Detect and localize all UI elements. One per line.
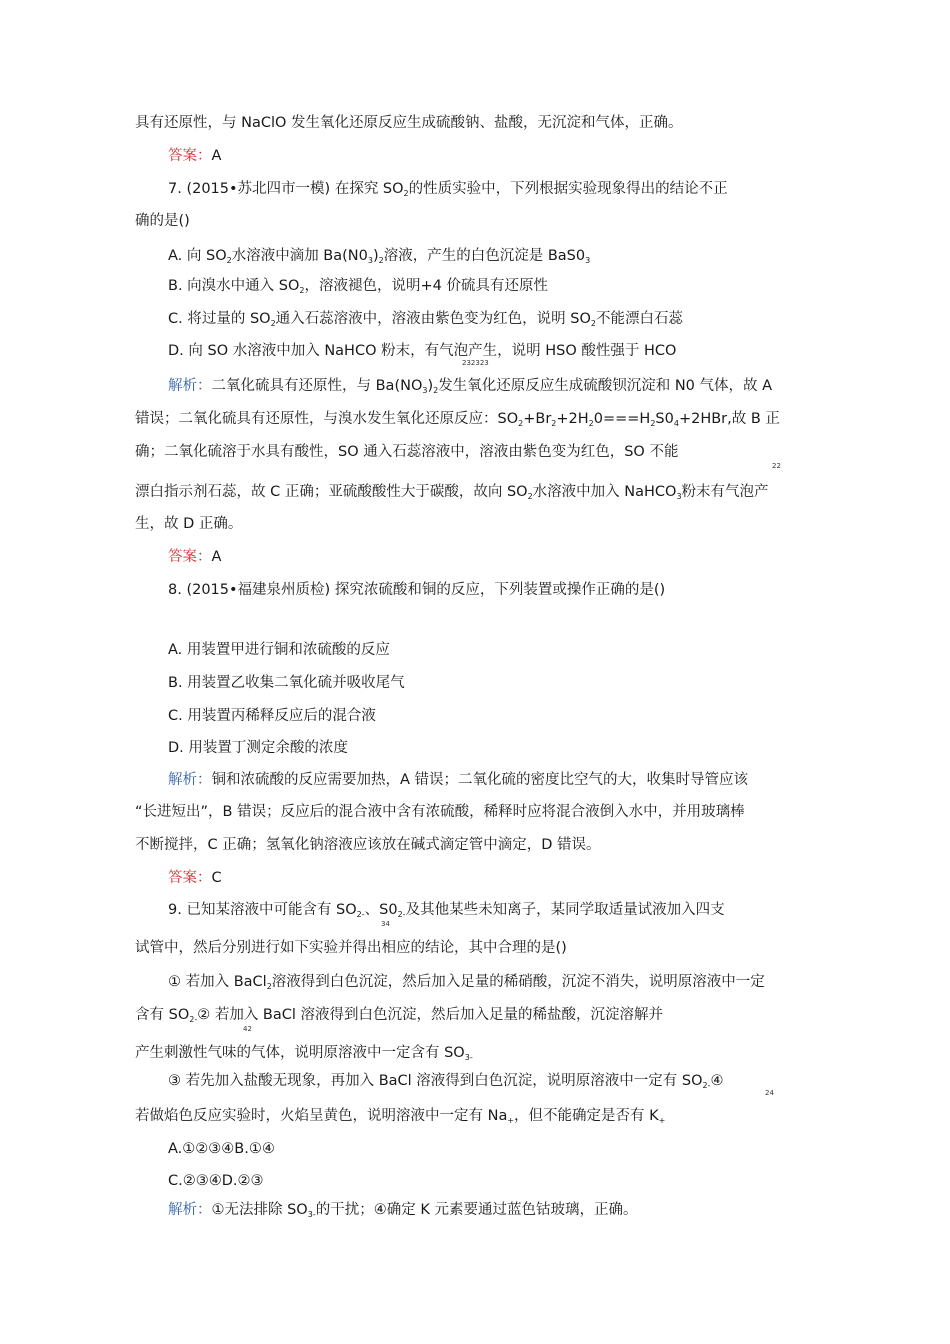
analysis-9: 解析：①无法排除 $SO_{3-}$的干扰；④确定 K 元素要通过蓝色钴玻璃，正确。 [168,1202,638,1219]
choices-ab: A.①②③④B.①④ [168,1141,275,1157]
option-8b: B. 用装置乙收集二氧化硫并吸收尾气 [168,675,405,691]
analysis-7-line4: 漂白指示剂石蕊，故 C 正确；亚硫酸酸性大于碳酸，故向 $SO_2$水溶液中加入 NaHCO$_3$粉末有气泡产 [135,484,769,501]
statement-1: ① 若加入 BaCl$_2$溶液得到白色沉淀，然后加入足量的稀硝酸，沉淀不消失，说明原溶液中一定 [168,974,765,991]
option-7d: D. 向 SO 水溶液中加入 NaHCO 粉末，有气泡产生，说明 HSO 酸性强于 HCO [168,343,677,359]
subscript-note: 34 [381,920,390,928]
analysis-7-line5: 生，故 D 正确。 [135,516,243,532]
question-9-line1: 9. 已知某溶液中可能含有 $SO_{2-}$、$S0_{2-}$及其他某些未知离子，某同学取适量试液加入四支 [168,902,725,919]
answer-line: 答案：A [168,549,222,565]
option-8c: C. 用装置丙稀释反应后的混合液 [168,708,376,724]
statement-4: 若做焰色反应实验时，火焰呈黄色，说明溶液中一定有 $Na_+$，但不能确定是否有 $K_+$ [135,1108,666,1125]
subscript-note: 232323 [462,359,489,367]
question-7-line2: 确的是() [135,213,190,229]
answer-line: 答案：C [168,870,222,886]
analysis-8-line2: “长进短出”，B 错误；反应后的混合液中含有浓硫酸，稀释时应将混合液倒入水中，并用玻璃棒 [135,804,745,820]
analysis-7-line2: 错误；二氧化硫具有还原性，与溴水发生氧化还原反应：$SO_2+Br_2+2H_20===H_2S0_4+2HBr$,故 B 正 [135,411,780,428]
question-7-line1: 7. (2015•苏北四市一模) 在探究 $SO_2$的性质实验中，下列根据实验现象得出的结论不正 [168,181,728,198]
question-9-line2: 试管中，然后分别进行如下实验并得出相应的结论，其中合理的是() [135,940,567,956]
statement-3: ③ 若先加入盐酸无现象，再加入 BaCl 溶液得到白色沉淀，说明原溶液中一定有 $SO_{2-}④$ [168,1073,724,1090]
statement-2: 产生刺激性气味的气体，说明原溶液中一定含有 $SO_{3-}$ [135,1045,473,1062]
analysis-8-line1: 解析：铜和浓硫酸的反应需要加热，A 错误；二氧化硫的密度比空气的大，收集时导管应该 [168,772,749,788]
option-7c: C. 将过量的 $SO_2$通入石蕊溶液中，溶液由紫色变为红色，说明 $SO_2$不能漂白石蕊 [168,311,683,328]
subscript-note: 22 [772,462,781,470]
analysis-8-line3: 不断搅拌，C 正确；氢氧化钠溶液应该放在碱式滴定管中滴定，D 错误。 [135,837,601,853]
subscript-note: 42 [243,1025,252,1033]
answer-label: 答案： [168,148,212,164]
option-8d: D. 用装置丁测定余酸的浓度 [168,740,348,756]
option-8a: A. 用装置甲进行铜和浓硫酸的反应 [168,642,390,658]
option-7b: B. 向溴水中通入 $SO_2$，溶液褪色，说明+4 价硫具有还原性 [168,278,548,295]
analysis-7-line3: 确；二氧化硫溶于水具有酸性，SO 通入石蕊溶液中，溶液由紫色变为红色，SO 不能 [135,444,679,460]
option-7a: A. 向 $SO_2$水溶液中滴加 $Ba(N0_3)_2$溶液，产生的白色沉淀是 $BaS0_3$ [168,248,591,265]
statement-1-cont: 含有 $SO_{2-}②$ 若加入 BaCl 溶液得到白色沉淀，然后加入足量的稀盐酸，沉淀溶解并 [135,1007,664,1024]
answer-value: A [211,148,222,164]
answer-line [168,146,221,166]
subscript-note: 24 [765,1089,774,1097]
text-line: 具有还原性，与 NaClO 发生氧化还原反应生成硫酸钠、盐酸，无沉淀和气体，正确。 [135,115,683,131]
analysis-7-line1: 解析：二氧化硫具有还原性，与 $Ba(NO_3)_2$发生氧化还原反应生成硫酸钡沉淀和 N0 气体，故 A [168,378,773,395]
analysis-label: 解析： [168,378,212,394]
question-8: 8. (2015•福建泉州质检) 探究浓硫酸和铜的反应，下列装置或操作正确的是() [168,582,666,598]
choices-cd: C.②③④D.②③ [168,1173,264,1189]
